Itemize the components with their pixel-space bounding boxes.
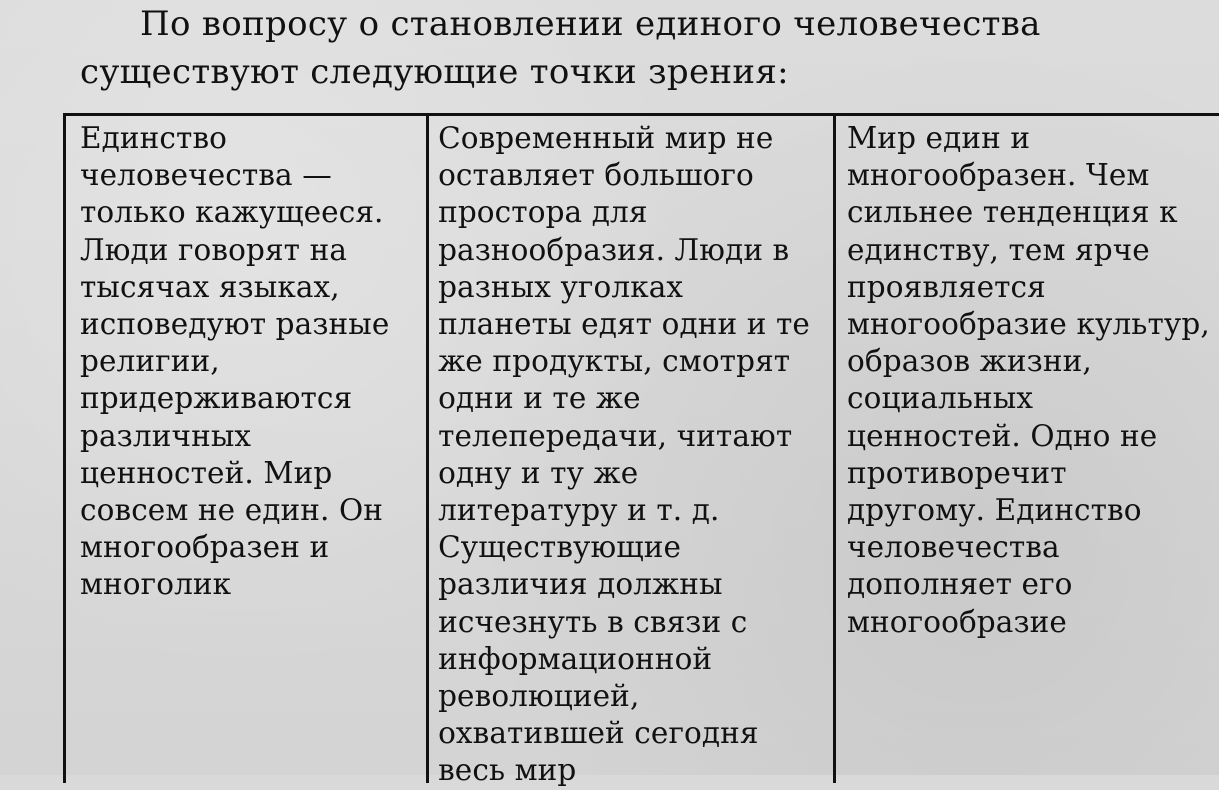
viewpoint-cell-2: Современный мир не оставляет большого простора для разнообразия. Люди в разных уголках планеты едят одни и те же продукты, смотрят одни и те же телепередачи, читают одну и ту же литературу и т. д. Существующие различия должны исчезнуть в связи с информационной революцией, охватившей сегодня весь мир [429, 116, 836, 783]
viewpoints-table [63, 113, 1219, 788]
viewpoint-cell-1: Единство человечества — только кажущееся. Люди говорят на тысячах языках, исповедуют разные религии, придерживаются различных ценностей. Мир совсем не един. Он многообразен и многолик [66, 116, 429, 783]
intro-paragraph [80, 0, 1205, 96]
intro-text: По вопросу о становлении единого человечества существуют следующие точки зрения: [80, 4, 1041, 92]
viewpoint-cell-3: Мир един и многообразен. Чем сильнее тенденция к единству, тем ярче проявляется многообразие культур, образов жизни, социальных ценностей. Одно не противоречит другому. Единство человечества дополняет его многообразие [847, 121, 1210, 639]
